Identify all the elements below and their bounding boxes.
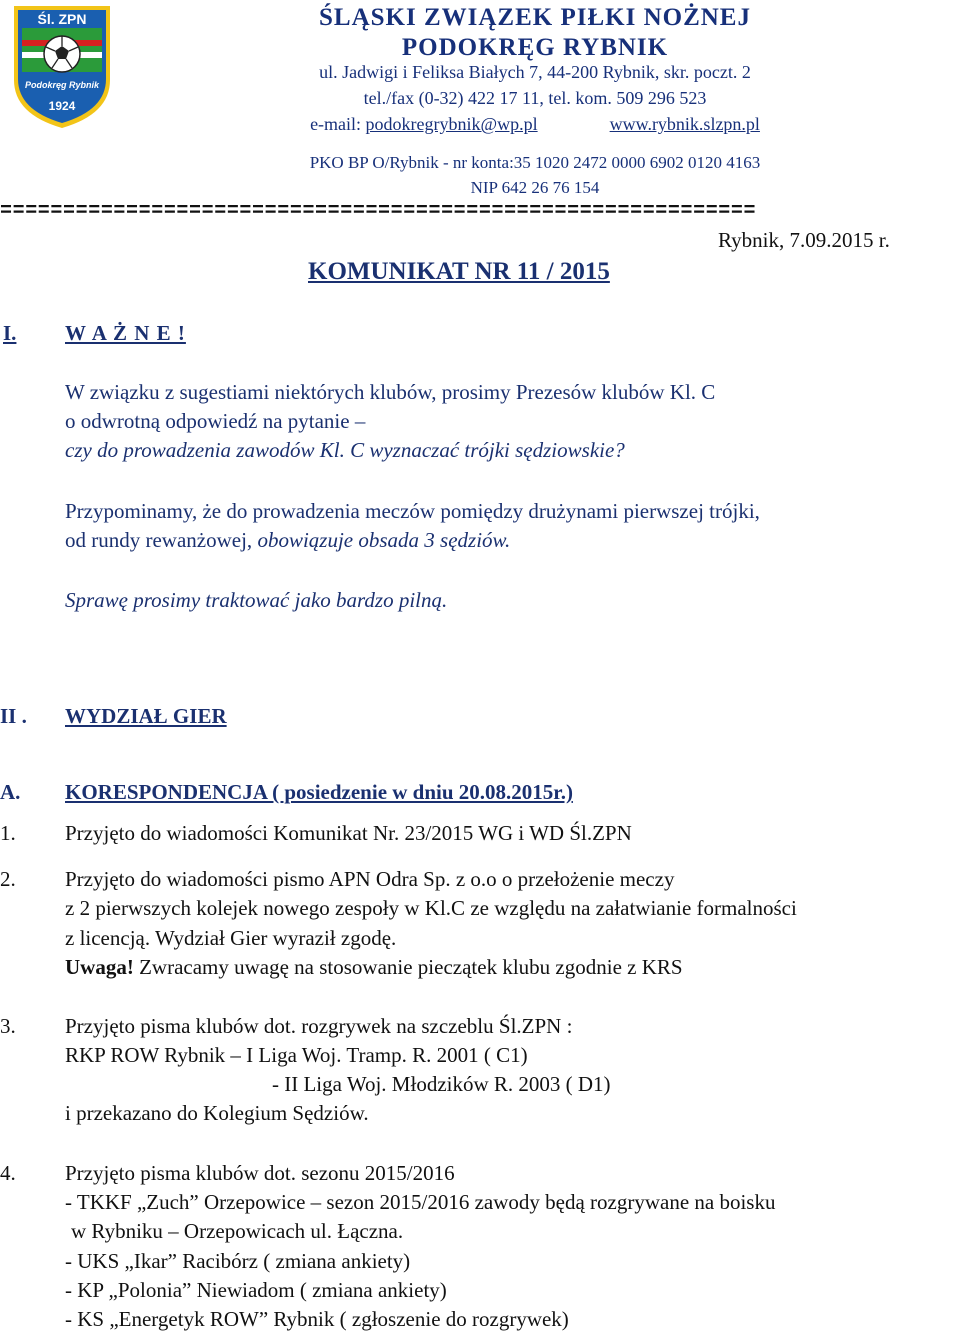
org-contact-line [215,112,855,137]
section1-p2-emphasis: obowiązuje obsada 3 sędziów. [257,528,511,552]
logo-year: 1924 [48,99,76,113]
logo-bottom-text: Podokręg Rybnik [24,80,100,90]
org-name: ŚLĄSKI ZWIĄZEK PIŁKI NOŻNEJ [319,4,751,31]
item4-line5: - KP „Polonia” Niewiadom ( zmiana ankiety) [65,1278,447,1302]
email-label: e-mail: [310,114,366,134]
section1-urgent-note: Sprawę prosimy traktować jako bardzo pilną. [65,588,448,612]
pzpn-podokreg-logo [8,2,116,130]
org-subname: PODOKRĘG RYBNIK [401,34,669,61]
warning-text: Zwracamy uwagę na stosowanie pieczątek klubu zgodnie z KRS [133,955,683,979]
item3-line2: RKP ROW Rybnik – I Liga Woj. Tramp. R. 2001 ( C1) [65,1043,528,1067]
item2-line3: z licencją. Wydział Gier wyraził zgodę. [65,926,397,950]
date-place: Rybnik, 7.09.2015 r. [718,228,890,252]
subsection-letter: A. [0,780,21,804]
item4-line1: Przyjęto pisma klubów dot. sezonu 2015/2016 [65,1161,455,1185]
communique-title: KOMUNIKAT NR 11 / 2015 [308,258,610,285]
item4-line3: w Rybniku – Orzepowicach ul. Łączna. [71,1219,404,1243]
nip-number: NIP 642 26 76 154 [470,178,600,197]
item1-text: Przyjęto do wiadomości Komunikat Nr. 23/2015 WG i WD Śl.ZPN [65,821,632,845]
item4-line4: - UKS „Ikar” Racibórz ( zmiana ankiety) [65,1249,411,1273]
item2-line2: z 2 pierwszych kolejek nowego zespoły w Kl.C ze względu na załatwianie formalności [65,896,797,920]
header-separator: ============================================================ [0,200,757,223]
section1-p2-plain: od rundy rewanżowej, [65,528,258,552]
item2-number: 2. [0,867,16,891]
item4-line2: - TKKF „Zuch” Orzepowice – sezon 2015/2016 zawody będą rozgrywane na boisku [65,1190,776,1214]
section1-p1-line1: W związku z sugestiami niektórych klubów, prosimy Prezesów klubów Kl. C [65,380,716,404]
website-link[interactable]: www.rybnik.slzpn.pl [609,114,760,134]
item2-line1: Przyjęto do wiadomości pismo APN Odra Sp. z o.o o przełożenie meczy [65,867,675,891]
subsection-heading: KORESPONDENCJA ( posiedzenie w dniu 20.08.2015r.) [65,780,573,804]
item3-line3: - II Liga Woj. Młodzików R. 2003 ( D1) [272,1072,611,1096]
section1-number: I. [3,321,17,345]
logo-top-text: Śl. ZPN [37,11,87,27]
item4-line6: - KS „Energetyk ROW” Rybnik ( zgłoszenie do rozgrywek) [65,1307,569,1331]
section1-heading: W A Ż N E ! [65,321,186,345]
section1-question: czy do prowadzenia zawodów Kl. C wyznaczać trójki sędziowskie? [65,438,625,462]
org-address: ul. Jadwigi i Feliksa Białych 7, 44-200 Rybnik, skr. poczt. 2 [319,62,751,82]
section1-p2-line2 [65,525,510,555]
section1-p1-line2: o odwrotną odpowiedź na pytanie – [65,409,366,433]
item3-number: 3. [0,1014,16,1038]
section1-p2-line1: Przypominamy, że do prowadzenia meczów pomiędzy drużynami pierwszej trójki, [65,499,760,523]
item2-warning [65,952,683,982]
org-phones: tel./fax (0-32) 422 17 11, tel. kom. 509 296 523 [363,88,707,108]
bank-account: PKO BP O/Rybnik - nr konta:35 1020 2472 0000 6902 0120 4163 [309,153,761,172]
item1-number: 1. [0,821,16,845]
item3-line4: i przekazano do Kolegium Sędziów. [65,1101,369,1125]
item3-line1: Przyjęto pisma klubów dot. rozgrywek na szczeblu Śl.ZPN : [65,1014,573,1038]
item4-number: 4. [0,1161,16,1185]
email-link[interactable]: podokregrybnik@wp.pl [365,114,538,134]
warning-label: Uwaga! [65,955,134,979]
section2-number: II . [0,704,27,728]
section2-heading: WYDZIAŁ GIER [65,704,227,728]
